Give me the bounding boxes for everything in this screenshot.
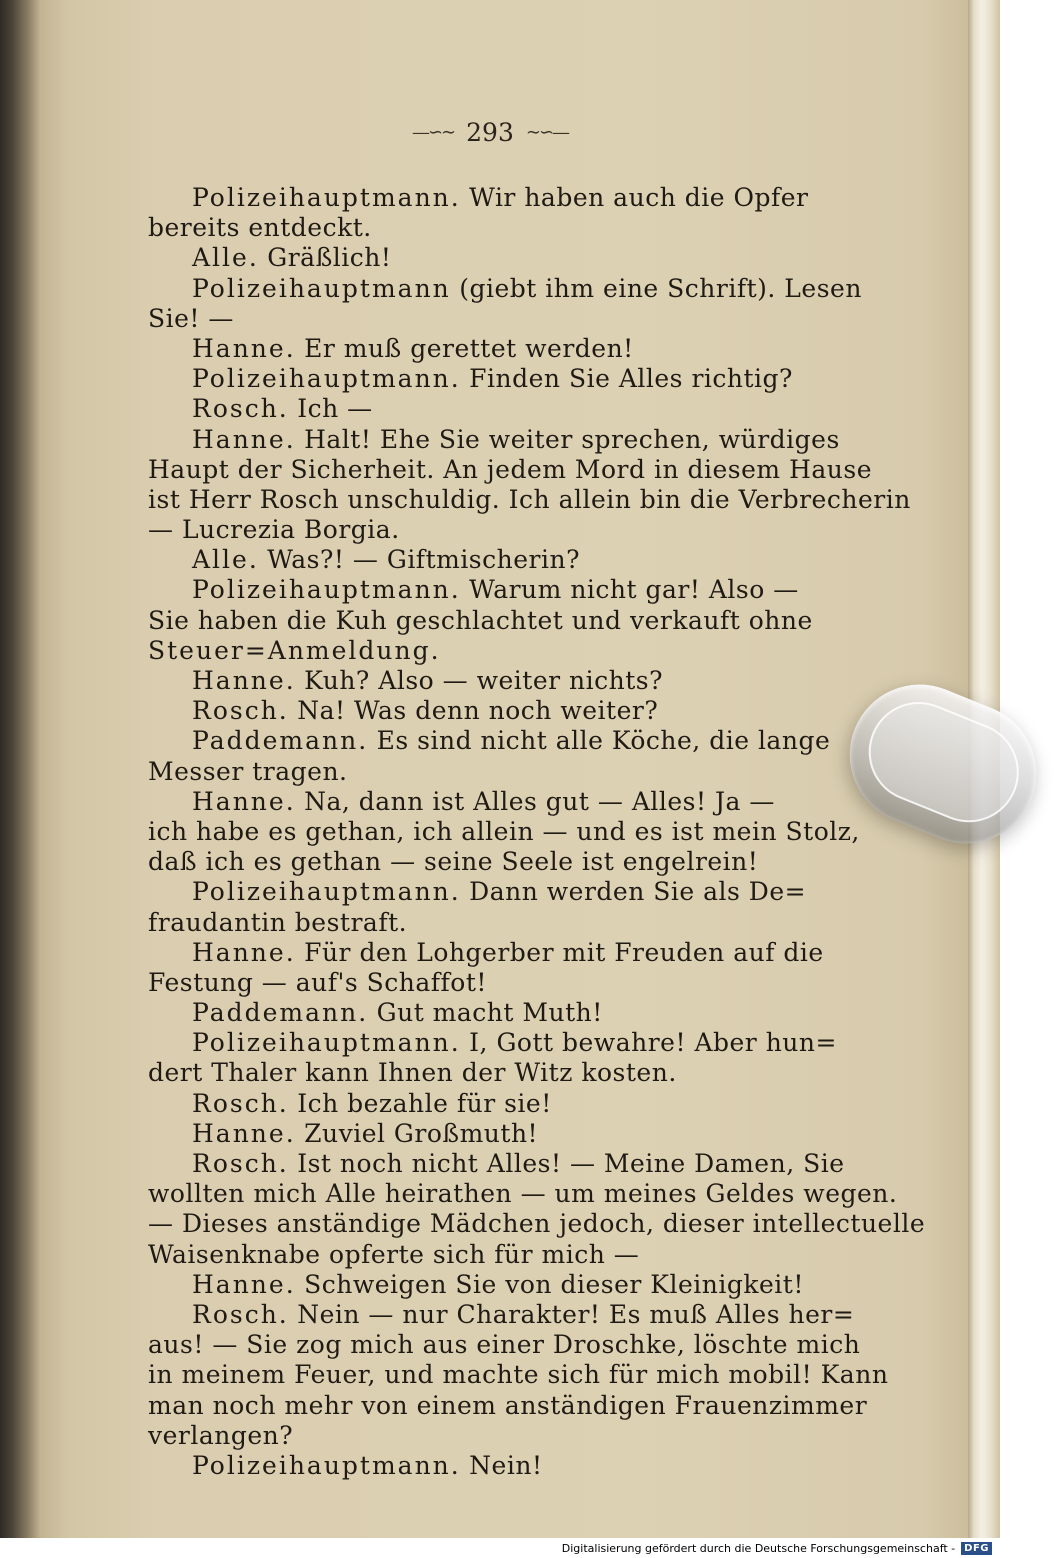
header-flourish-left: —∽∼: [411, 121, 455, 143]
speaker-name: Paddemann.: [192, 726, 369, 756]
line-text: Sie! —: [148, 303, 234, 333]
speaker-name: Paddemann.: [192, 998, 369, 1028]
line-text: Wir haben auch die Opfer: [460, 183, 809, 212]
text-line: [148, 1240, 816, 1270]
text-line: [148, 998, 816, 1028]
line-text: Was?! — Giftmischerin?: [258, 545, 580, 575]
text-line: [148, 1058, 816, 1088]
text-line: [148, 545, 816, 575]
text-line: [148, 364, 816, 394]
text-line: [148, 1149, 845, 1179]
line-text: Messer tragen.: [148, 756, 348, 786]
line-text: Ist noch nicht Alles! — Meine Damen, Sie: [288, 1149, 845, 1178]
text-line: [148, 1330, 861, 1360]
text-line: [148, 243, 816, 273]
speaker-name: Alle.: [192, 243, 259, 273]
line-text: — Lucrezia Borgia.: [148, 515, 400, 545]
line-text: Haupt der Sicherheit. An jedem Mord in diesem Hause: [148, 454, 872, 484]
line-text: Ich —: [288, 394, 373, 424]
text-line: [148, 1390, 868, 1421]
speaker-name: Polizeihauptmann: [192, 273, 451, 303]
text-line: [148, 908, 816, 938]
line-text: Waisenknabe opferte sich für mich —: [148, 1239, 640, 1269]
speaker-name: Rosch.: [192, 1088, 289, 1118]
text-line: [148, 606, 816, 636]
text-line: [148, 1179, 898, 1209]
line-text: ist Herr Rosch unschuldig. Ich allein bin die Verbrecherin: [148, 484, 911, 514]
text-line: [148, 726, 831, 756]
text-line: [148, 575, 816, 605]
text-line: [148, 454, 872, 485]
speaker-name: Polizeihauptmann.: [192, 1028, 461, 1058]
line-text: ich habe es gethan, ich allein — und es ist mein Stolz,: [148, 816, 860, 846]
line-text: bereits entdeckt.: [148, 213, 372, 243]
speaker-name: Hanne.: [192, 786, 296, 816]
line-text: Gräßlich!: [258, 243, 392, 273]
speaker-name: Polizeihauptmann.: [192, 183, 461, 212]
text-line: [148, 515, 816, 545]
header-flourish-right: ∼∽—: [525, 121, 569, 143]
line-text: Nein!: [460, 1450, 543, 1480]
text-line: [148, 816, 860, 847]
speaker-name: Hanne.: [192, 333, 296, 363]
line-text: Na, dann ist Alles gut — Alles! Ja —: [295, 786, 775, 816]
speaker-name: Rosch.: [192, 394, 289, 424]
text-line: [148, 666, 816, 696]
text-line: [148, 424, 840, 455]
line-text: (giebt ihm eine Schrift). Lesen: [450, 273, 862, 303]
speaker-name: Polizeihauptmann.: [192, 877, 461, 907]
text-line: [148, 1089, 816, 1119]
speaker-name: Hanne.: [192, 937, 296, 967]
speaker-name: Hanne.: [192, 666, 296, 695]
line-text: Na! Was denn noch weiter?: [288, 696, 659, 726]
dfg-logo: DFG: [961, 1542, 992, 1555]
page-number: 293: [466, 117, 514, 147]
line-text: fraudantin bestraft.: [148, 907, 408, 937]
line-text: man noch mehr von einem anständigen Frauenzimmer: [148, 1390, 868, 1420]
line-text: Kuh? Also — weiter nichts?: [295, 666, 664, 695]
speaker-name: Rosch.: [192, 696, 289, 726]
digitization-footer: [0, 1538, 1000, 1558]
text-line: [148, 1451, 816, 1481]
speaker-name: Hanne.: [192, 1269, 296, 1299]
line-text: Halt! Ehe Sie weiter sprechen, würdiges: [295, 424, 840, 454]
line-text: Es sind nicht alle Köche, die lange: [368, 726, 831, 756]
text-line: [148, 696, 816, 726]
text-line: [148, 1421, 816, 1451]
speaker-name: Polizeihauptmann.: [192, 1450, 461, 1480]
page-text-body: [148, 183, 926, 1481]
text-line: [148, 1270, 816, 1300]
line-text: Gut macht Muth!: [368, 998, 603, 1028]
text-line: [148, 1360, 889, 1390]
page-header: [390, 112, 590, 152]
line-text: wollten mich Alle heirathen — um meines Geldes wegen.: [148, 1179, 898, 1209]
line-text: Dann werden Sie als De=: [460, 877, 807, 907]
line-text: Er muß gerettet werden!: [295, 333, 634, 363]
line-text: Warum nicht gar! Also —: [460, 575, 799, 605]
speaker-name: Rosch.: [192, 1299, 289, 1329]
text-line: [148, 1028, 837, 1058]
text-line: [148, 757, 816, 787]
text-line: [148, 213, 816, 243]
text-line: [148, 334, 816, 364]
line-text: Nein — nur Charakter! Es muß Alles her=: [288, 1299, 855, 1329]
text-line: [148, 847, 816, 877]
line-text: Schweigen Sie von dieser Kleinigkeit!: [295, 1269, 804, 1299]
footer-credit: Digitalisierung gefördert durch die Deutsche Forschungsgemeinschaft -: [561, 1541, 956, 1555]
line-text: dert Thaler kann Ihnen der Witz kosten.: [148, 1058, 677, 1088]
line-text: Zuviel Großmuth!: [295, 1118, 539, 1148]
text-line: [148, 636, 816, 666]
text-line: [148, 273, 862, 304]
line-text: Festung — auf's Schaffot!: [148, 967, 487, 997]
text-line: [148, 937, 824, 968]
text-line: [148, 1119, 816, 1149]
text-line: [148, 968, 816, 998]
line-text: verlangen?: [148, 1420, 294, 1450]
line-text: Sie haben die Kuh geschlachtet und verkauft ohne: [148, 605, 813, 635]
speaker-name: Polizeihauptmann.: [192, 575, 461, 605]
text-line: [148, 787, 816, 817]
line-text: — Dieses anständige Mädchen jedoch, dieser intellectuelle: [148, 1209, 926, 1239]
line-text: I, Gott bewahre! Aber hun=: [460, 1028, 837, 1058]
speaker-name: Hanne.: [192, 1118, 296, 1148]
line-text: Finden Sie Alles richtig?: [460, 364, 793, 394]
speaker-name: Rosch.: [192, 1149, 289, 1178]
line-text: daß ich es gethan — seine Seele ist engelrein!: [148, 847, 759, 877]
book-gutter-shadow: [0, 0, 40, 1538]
text-line: [148, 394, 816, 424]
text-line: [148, 1209, 926, 1239]
text-line: [148, 183, 816, 213]
speaker-name: Steuer=Anmeldung.: [148, 635, 441, 665]
line-text: Für den Lohgerber mit Freuden auf die: [295, 937, 824, 967]
text-line: [148, 1299, 855, 1330]
speaker-name: Polizeihauptmann.: [192, 364, 461, 394]
speaker-name: Alle.: [192, 545, 259, 575]
line-text: aus! — Sie zog mich aus einer Droschke, löschte mich: [148, 1330, 861, 1360]
text-line: [148, 877, 816, 907]
text-line: [148, 304, 816, 334]
line-text: Ich bezahle für sie!: [288, 1088, 552, 1118]
line-text: in meinem Feuer, und machte sich für mich mobil! Kann: [148, 1360, 889, 1390]
speaker-name: Hanne.: [192, 424, 296, 454]
text-line: [148, 484, 911, 515]
